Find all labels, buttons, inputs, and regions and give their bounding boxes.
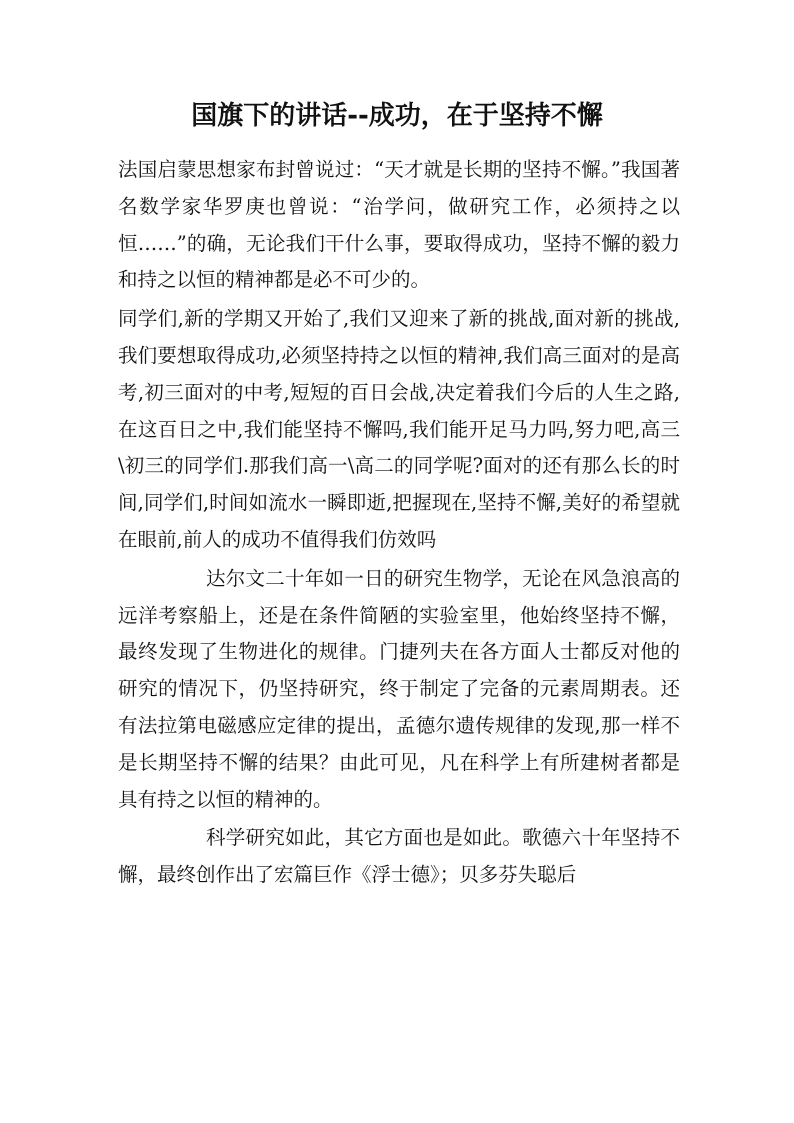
paragraph-science: 达尔文二十年如一日的研究生物学，无论在风急浪高的远洋考察船上，还是在条件简陋的实验室里，他始终坚持不懈，最终发现了生物进化的规律。门捷列夫在各方面人士都反对他的研究的情况下，仍坚持研究，终于制定了完备的元素周期表。还有法拉第电磁感应定律的提出，孟德尔遗传规律的发现,那一样不是长期坚持不懈的结果？由此可见，凡在科学上有所建树者都是具有持之以恒的精神的。 [118, 566, 680, 811]
paragraph-other-fields: 科学研究如此，其它方面也是如此。歌德六十年坚持不懈，最终创作出了宏篇巨作《浮士德》；贝多芬失聪后 [118, 826, 680, 887]
paragraph-quotes: 法国启蒙思想家布封曾说过：“天才就是长期的坚持不懈。”我国著名数学家华罗庚也曾说：“治学问，做研究工作，必须持之以恒……”的确，无论我们干什么事，要取得成功，坚持不懈的毅力和持之以恒的精神都是必不可少的。 [118, 158, 680, 292]
paragraph-students: 同学们,新的学期又开始了,我们又迎来了新的挑战,面对新的挑战,我们要想取得成功,必须坚持持之以恒的精神,我们高三面对的是高考,初三面对的中考,短短的百日会战,决定着我们今后的人生之路,在这百日之中,我们能坚持不懈吗,我们能开足马力吗,努力吧,高三\初三的同学们.那我们高一\高二的同学呢?面对的还有那么长的时间,同学们,时间如流水一瞬即逝,把握现在,坚持不懈,美好的希望就在眼前,前人的成功不值得我们仿效吗 [118, 307, 680, 551]
document-body [118, 152, 680, 894]
document-title: 国旗下的讲话--成功，在于坚持不懈 [191, 101, 603, 131]
